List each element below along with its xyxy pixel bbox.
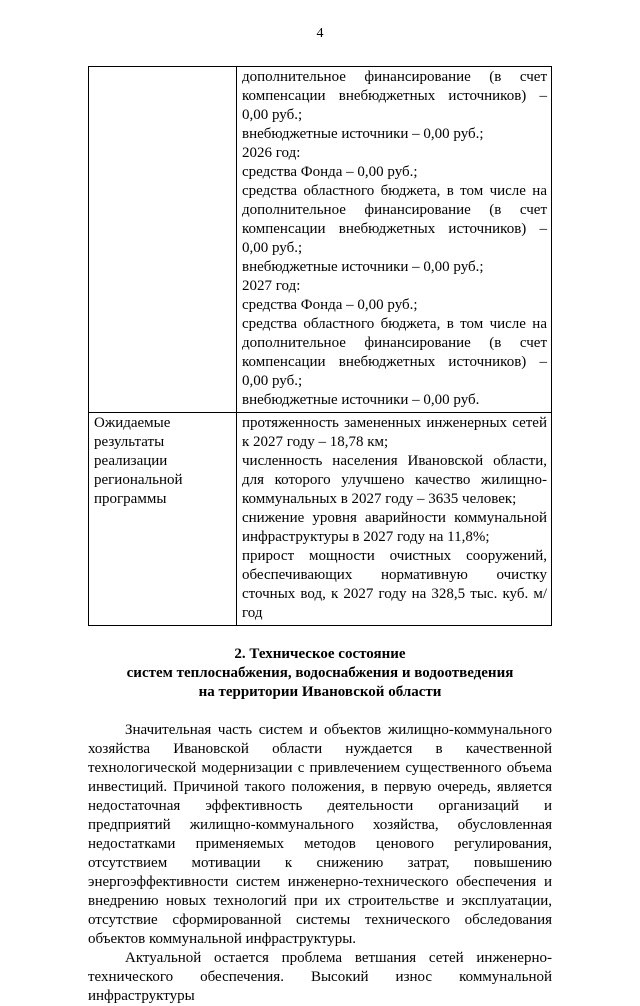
page-number: 4 — [316, 26, 324, 41]
paragraph: Актуальной остается проблема ветшания сетей инженерно-технического обеспечения. Высокий износ коммунальной инфраструктуры — [88, 950, 552, 1004]
body-text — [88, 721, 552, 1006]
financing-line: средства Фонда – 0,00 руб.; — [242, 164, 418, 180]
program-passport-table — [88, 66, 552, 626]
section-heading-line: на территории Ивановской области — [198, 684, 442, 700]
result-line: протяженность замененных инженерных сетей к 2027 году – 18,78 км; — [242, 415, 547, 450]
section-heading-line: 2. Техническое состояние — [234, 646, 406, 662]
table-row-financing — [89, 67, 552, 413]
result-line: прирост мощности очистных сооружений, обеспечивающих нормативную очистку сточных вод, к 2027 году на 328,5 тыс. куб. м/год — [242, 548, 547, 621]
financing-line: дополнительное финансирование (в счет компенсации внебюджетных источников) – 0,00 руб.; — [242, 69, 547, 123]
result-line: численность населения Ивановской области, для которого улучшено качество жилищно-коммунальных в 2027 году – 3635 человек; — [242, 453, 547, 507]
financing-line: внебюджетные источники – 0,00 руб.; — [242, 126, 484, 142]
financing-line: 2027 год: — [242, 278, 301, 294]
financing-line: средства областного бюджета, в том числе на дополнительное финансирование (в счет компенсации внебюджетных источников) – 0,00 руб.; — [242, 316, 547, 389]
table-cell-financing-value — [237, 67, 552, 413]
section-heading — [88, 645, 552, 702]
table-cell-label-expected-results: Ожидаемые результаты реализации региональной программы — [89, 413, 237, 626]
financing-line: внебюджетные источники – 0,00 руб. — [242, 392, 480, 408]
table-cell-expected-results-value — [237, 413, 552, 626]
page-content — [88, 66, 552, 1006]
paragraph: Значительная часть систем и объектов жилищно-коммунального хозяйства Ивановской области нуждается в качественной технологической модернизации с привлечением существенного объема инвестиций. Причиной такого положения, в первую очередь, является недостаточная эффективность деятельности организаций и предприятий жилищно-коммунального хозяйства, обусловленная недостатками применяемых методов ценового регулирования, отсутствием мотивации к снижению затрат, повышению энергоэффективности систем инженерно-технического обеспечения и внедрению новых технологий при их строительстве и эксплуатации, отсутствие сформированной системы технического обследования объектов коммунальной инфраструктуры. — [88, 722, 552, 947]
section-heading-line: систем теплоснабжения, водоснабжения и водоотведения — [126, 665, 514, 681]
financing-line: 2026 год: — [242, 145, 301, 161]
financing-line: внебюджетные источники – 0,00 руб.; — [242, 259, 484, 275]
table-cell-label-empty — [89, 67, 237, 413]
table-row-expected-results — [89, 413, 552, 626]
financing-line: средства Фонда – 0,00 руб.; — [242, 297, 418, 313]
result-line: снижение уровня аварийности коммунальной инфраструктуры в 2027 году на 11,8%; — [242, 510, 547, 545]
financing-line: средства областного бюджета, в том числе на дополнительное финансирование (в счет компенсации внебюджетных источников) – 0,00 руб.; — [242, 183, 547, 256]
